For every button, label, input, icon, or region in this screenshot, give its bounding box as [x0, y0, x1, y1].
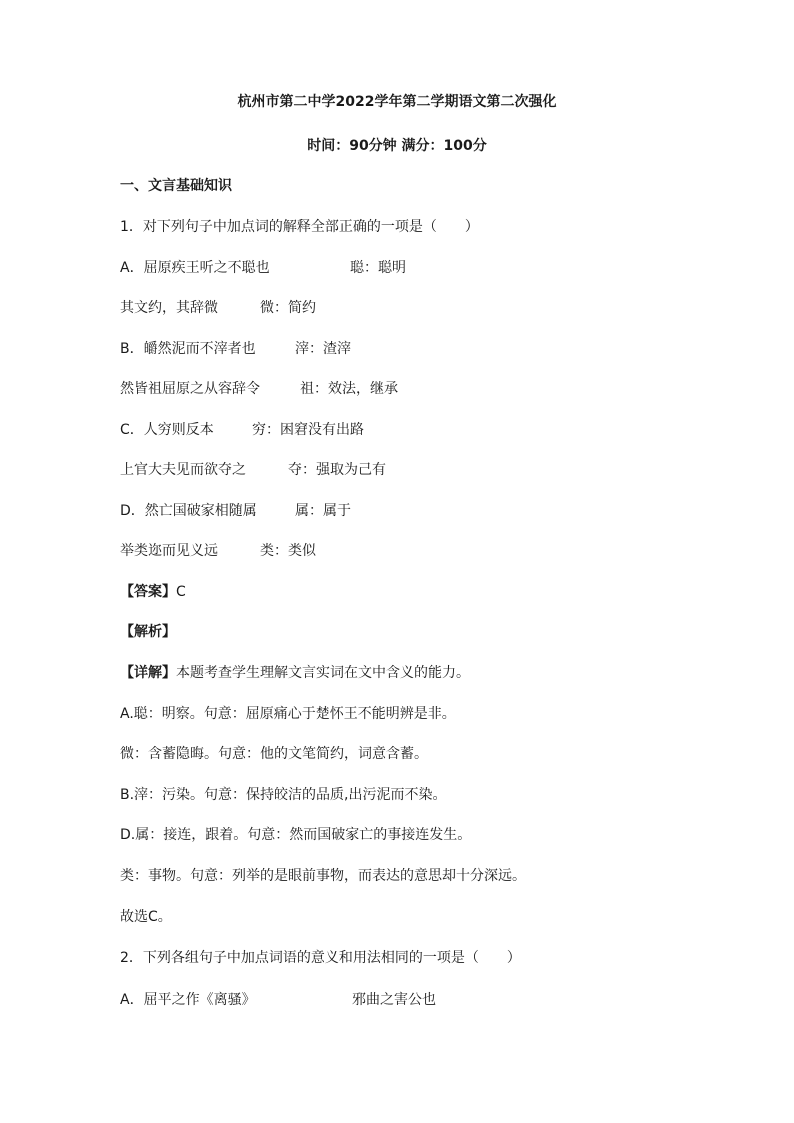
- question-1-stem: 1．对下列句子中加点词的解释全部正确的一项是（ ）: [120, 219, 479, 235]
- option-line: [120, 420, 364, 440]
- option-sentence: A．屈平之作《离骚》: [120, 992, 256, 1008]
- explanation-line: 类：事物。句意：列举的是眼前事物，而表达的意思却十分深远。: [120, 868, 526, 884]
- option-gloss: 类：类似: [260, 543, 316, 559]
- option-line: [120, 379, 398, 399]
- detail-label: 【详解】: [120, 665, 176, 681]
- explanation-line: A.聪：明察。句意：屈原痛心于楚怀王不能明辨是非。: [120, 706, 456, 722]
- option-line: [120, 460, 386, 480]
- option-sentence: D．然亡国破家相随属: [120, 503, 257, 519]
- option-line: [120, 339, 351, 359]
- option-sentence: 然皆祖屈原之从容辞令: [120, 381, 260, 397]
- document-title: 杭州市第二中学2022学年第二学期语文第二次强化: [237, 94, 557, 110]
- option-sentence: 其文约，其辞微: [120, 300, 218, 316]
- option-line: [120, 541, 316, 561]
- answer-label: 【答案】: [120, 584, 176, 600]
- option-gloss: 聪：聪明: [350, 260, 406, 276]
- question-2-stem: 2．下列各组句子中加点词语的意义和用法相同的一项是（ ）: [120, 950, 521, 966]
- option-sentence: 举类迩而见义远: [120, 543, 218, 559]
- answer-line: [120, 582, 186, 602]
- option-gloss: 滓：渣滓: [295, 341, 351, 357]
- explanation-line: D.属：接连，跟着。句意：然而国破家亡的事接连发生。: [120, 827, 472, 843]
- option-gloss: 祖：效法，继承: [300, 381, 398, 397]
- analysis-label: 【解析】: [120, 624, 176, 640]
- explanation-line: B.滓：污染。句意：保持皎洁的品质,出污泥而不染。: [120, 787, 447, 803]
- detail-text: 本题考查学生理解文言实词在文中含义的能力。: [176, 665, 470, 681]
- option-line: [120, 990, 436, 1010]
- option-sentence: 上官大夫见而欲夺之: [120, 462, 246, 478]
- document-subtitle: 时间：90分钟 满分：100分: [307, 138, 487, 154]
- detail-line: [120, 663, 470, 683]
- option-gloss: 属：属于: [295, 503, 351, 519]
- answer-value: C: [176, 584, 186, 600]
- section-heading: 一、文言基础知识: [120, 178, 232, 194]
- option-line: [120, 298, 316, 318]
- option-line: [120, 501, 351, 521]
- explanation-line: 微：含蓄隐晦。句意：他的文笔简约，词意含蓄。: [120, 746, 428, 762]
- option-gloss: 微：简约: [260, 300, 316, 316]
- explanation-line: 故选C。: [120, 909, 172, 925]
- option-sentence: C．人穷则反本: [120, 422, 214, 438]
- option-gloss: 穷：困窘没有出路: [252, 422, 364, 438]
- option-gloss: 夺：强取为己有: [288, 462, 386, 478]
- option-line: [120, 258, 406, 278]
- option-gloss: 邪曲之害公也: [352, 992, 436, 1008]
- option-sentence: A．屈原疾王听之不聪也: [120, 260, 270, 276]
- option-sentence: B．皭然泥而不滓者也: [120, 341, 256, 357]
